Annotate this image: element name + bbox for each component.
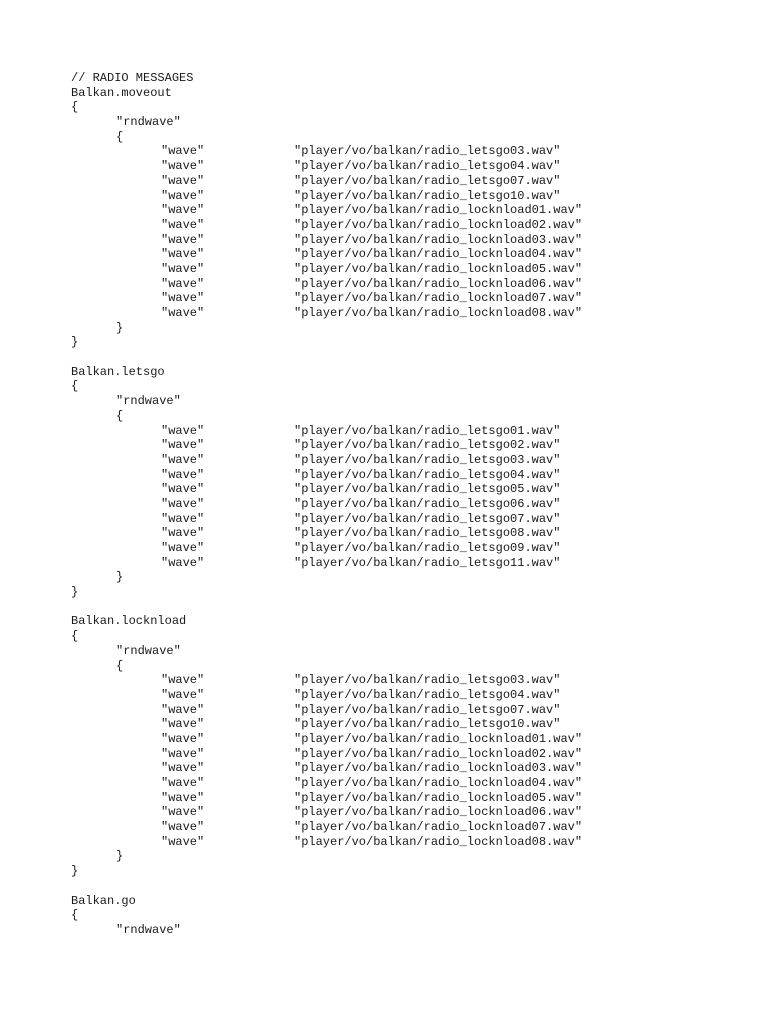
wave-entry bbox=[71, 496, 561, 512]
rndwave-label: "rndwave" bbox=[116, 922, 181, 937]
wave-entry bbox=[71, 482, 561, 497]
wave-path: "player/vo/balkan/radio_locknload06.wav" bbox=[294, 805, 583, 820]
wave-key: "wave" bbox=[161, 776, 205, 790]
wave-path: "player/vo/balkan/radio_locknload08.wav" bbox=[294, 306, 583, 320]
wave-entry bbox=[71, 144, 561, 159]
wave-path: "player/vo/balkan/radio_letsgo11.wav" bbox=[294, 555, 561, 570]
wave-path: "player/vo/balkan/radio_letsgo02.wav" bbox=[294, 438, 561, 453]
wave-key: "wave" bbox=[161, 438, 205, 453]
wave-key: "wave" bbox=[161, 217, 205, 232]
wave-entry bbox=[71, 541, 561, 556]
wave-key: "wave" bbox=[161, 144, 205, 159]
wave-key: "wave" bbox=[161, 541, 205, 555]
wave-path: "player/vo/balkan/radio_letsgo10.wav" bbox=[294, 717, 561, 732]
wave-path: "player/vo/balkan/radio_letsgo06.wav" bbox=[294, 496, 561, 511]
wave-entry bbox=[71, 438, 561, 453]
wave-key: "wave" bbox=[161, 702, 205, 717]
wave-path: "player/vo/balkan/radio_letsgo10.wav" bbox=[294, 188, 561, 203]
wave-entry bbox=[71, 526, 561, 541]
wave-entry bbox=[71, 159, 561, 174]
close-brace: } bbox=[71, 585, 79, 600]
wave-key: "wave" bbox=[161, 511, 205, 526]
rndwave-label: "rndwave" bbox=[116, 394, 181, 409]
wave-key: "wave" bbox=[161, 496, 205, 511]
wave-key: "wave" bbox=[161, 247, 205, 262]
wave-path: "player/vo/balkan/radio_locknload07.wav" bbox=[294, 291, 583, 306]
wave-path: "player/vo/balkan/radio_letsgo07.wav" bbox=[294, 173, 561, 188]
wave-key: "wave" bbox=[161, 306, 205, 320]
wave-key: "wave" bbox=[161, 687, 205, 702]
wave-entry bbox=[71, 261, 583, 277]
wave-key: "wave" bbox=[161, 805, 205, 820]
wave-entry bbox=[71, 776, 583, 791]
wave-entry bbox=[71, 717, 561, 732]
wave-path: "player/vo/balkan/radio_letsgo01.wav" bbox=[294, 423, 561, 438]
open-brace: { bbox=[71, 908, 79, 923]
sound-blocks bbox=[71, 85, 583, 938]
wave-path: "player/vo/balkan/radio_letsgo03.wav" bbox=[294, 144, 561, 159]
wave-entry bbox=[71, 203, 583, 218]
open-brace: { bbox=[116, 129, 124, 144]
wave-entry bbox=[71, 511, 561, 527]
wave-key: "wave" bbox=[161, 203, 205, 218]
wave-key: "wave" bbox=[161, 423, 205, 438]
wave-path: "player/vo/balkan/radio_letsgo05.wav" bbox=[294, 482, 561, 497]
wave-entry bbox=[71, 247, 583, 262]
wave-key: "wave" bbox=[161, 673, 205, 688]
close-brace: } bbox=[71, 335, 79, 350]
wave-path: "player/vo/balkan/radio_locknload04.wav" bbox=[294, 776, 583, 790]
wave-path: "player/vo/balkan/radio_locknload05.wav" bbox=[294, 790, 583, 805]
wave-path: "player/vo/balkan/radio_locknload03.wav" bbox=[294, 761, 583, 776]
header-comment: // RADIO MESSAGES bbox=[71, 71, 194, 85]
wave-entry bbox=[71, 790, 583, 806]
sound-block bbox=[71, 614, 583, 893]
wave-path: "player/vo/balkan/radio_letsgo09.wav" bbox=[294, 541, 561, 555]
block-spacer bbox=[71, 879, 193, 894]
open-brace: { bbox=[116, 658, 124, 673]
block-spacer bbox=[71, 350, 193, 365]
wave-path: "player/vo/balkan/radio_locknload02.wav" bbox=[294, 217, 583, 232]
block-name: Balkan.locknload bbox=[71, 614, 187, 629]
wave-key: "wave" bbox=[161, 717, 205, 732]
close-brace: } bbox=[116, 320, 124, 335]
wave-path: "player/vo/balkan/radio_letsgo03.wav" bbox=[294, 452, 561, 467]
wave-key: "wave" bbox=[161, 746, 205, 761]
wave-key: "wave" bbox=[161, 482, 205, 497]
close-brace: } bbox=[116, 570, 124, 585]
wave-entry bbox=[71, 746, 583, 762]
wave-path: "player/vo/balkan/radio_locknload03.wav" bbox=[294, 232, 583, 247]
wave-entry bbox=[71, 687, 561, 703]
block-name: Balkan.letsgo bbox=[71, 364, 165, 379]
wave-path: "player/vo/balkan/radio_locknload02.wav" bbox=[294, 746, 583, 761]
wave-path: "player/vo/balkan/radio_letsgo07.wav" bbox=[294, 702, 561, 717]
wave-path: "player/vo/balkan/radio_locknload05.wav" bbox=[294, 261, 583, 276]
wave-entry bbox=[71, 232, 583, 248]
wave-path: "player/vo/balkan/radio_letsgo08.wav" bbox=[294, 526, 561, 541]
sound-block bbox=[71, 894, 193, 938]
wave-entry bbox=[71, 188, 561, 204]
wave-path: "player/vo/balkan/radio_locknload04.wav" bbox=[294, 247, 583, 262]
wave-path: "player/vo/balkan/radio_letsgo04.wav" bbox=[294, 159, 561, 174]
open-brace: { bbox=[71, 100, 79, 115]
wave-path: "player/vo/balkan/radio_letsgo07.wav" bbox=[294, 511, 561, 526]
rndwave-label: "rndwave" bbox=[116, 115, 181, 130]
wave-key: "wave" bbox=[161, 452, 205, 467]
open-brace: { bbox=[71, 379, 79, 394]
wave-path: "player/vo/balkan/radio_locknload01.wav" bbox=[294, 203, 583, 218]
wave-key: "wave" bbox=[161, 291, 205, 306]
wave-entry bbox=[71, 820, 583, 835]
wave-key: "wave" bbox=[161, 761, 205, 776]
rndwave-label: "rndwave" bbox=[116, 643, 181, 658]
block-spacer bbox=[71, 600, 193, 615]
wave-entry bbox=[71, 276, 583, 292]
wave-key: "wave" bbox=[161, 731, 205, 746]
wave-path: "player/vo/balkan/radio_locknload08.wav" bbox=[294, 834, 583, 849]
wave-path: "player/vo/balkan/radio_letsgo04.wav" bbox=[294, 687, 561, 702]
wave-key: "wave" bbox=[161, 188, 205, 203]
wave-entry bbox=[71, 173, 561, 189]
wave-path: "player/vo/balkan/radio_locknload01.wav" bbox=[294, 731, 583, 746]
wave-entry bbox=[71, 217, 583, 233]
wave-entry bbox=[71, 452, 561, 468]
block-name: Balkan.go bbox=[71, 893, 136, 908]
wave-entry bbox=[71, 834, 583, 850]
sound-block bbox=[71, 85, 583, 365]
wave-key: "wave" bbox=[161, 232, 205, 247]
wave-key: "wave" bbox=[161, 526, 205, 541]
wave-key: "wave" bbox=[161, 159, 205, 174]
wave-entry bbox=[71, 761, 583, 776]
wave-entry bbox=[71, 805, 583, 820]
block-name: Balkan.moveout bbox=[71, 85, 172, 100]
document-page bbox=[71, 71, 583, 938]
wave-entry bbox=[71, 702, 561, 718]
wave-entry bbox=[71, 423, 561, 439]
wave-path: "player/vo/balkan/radio_letsgo03.wav" bbox=[294, 673, 561, 688]
wave-path: "player/vo/balkan/radio_locknload06.wav" bbox=[294, 276, 583, 291]
wave-path: "player/vo/balkan/radio_letsgo04.wav" bbox=[294, 467, 561, 482]
wave-entry bbox=[71, 555, 561, 571]
wave-entry bbox=[71, 731, 583, 747]
wave-key: "wave" bbox=[161, 261, 205, 276]
wave-path: "player/vo/balkan/radio_locknload07.wav" bbox=[294, 820, 583, 835]
open-brace: { bbox=[116, 408, 124, 423]
wave-entry bbox=[71, 673, 561, 688]
wave-key: "wave" bbox=[161, 173, 205, 188]
sound-block bbox=[71, 364, 561, 615]
wave-key: "wave" bbox=[161, 467, 205, 482]
wave-entry bbox=[71, 467, 561, 483]
close-brace: } bbox=[116, 849, 124, 864]
wave-key: "wave" bbox=[161, 276, 205, 291]
close-brace: } bbox=[71, 864, 79, 879]
open-brace: { bbox=[71, 629, 79, 644]
wave-key: "wave" bbox=[161, 555, 205, 570]
wave-key: "wave" bbox=[161, 820, 205, 835]
wave-key: "wave" bbox=[161, 790, 205, 805]
wave-key: "wave" bbox=[161, 834, 205, 849]
wave-entry bbox=[71, 306, 583, 321]
wave-entry bbox=[71, 291, 583, 306]
